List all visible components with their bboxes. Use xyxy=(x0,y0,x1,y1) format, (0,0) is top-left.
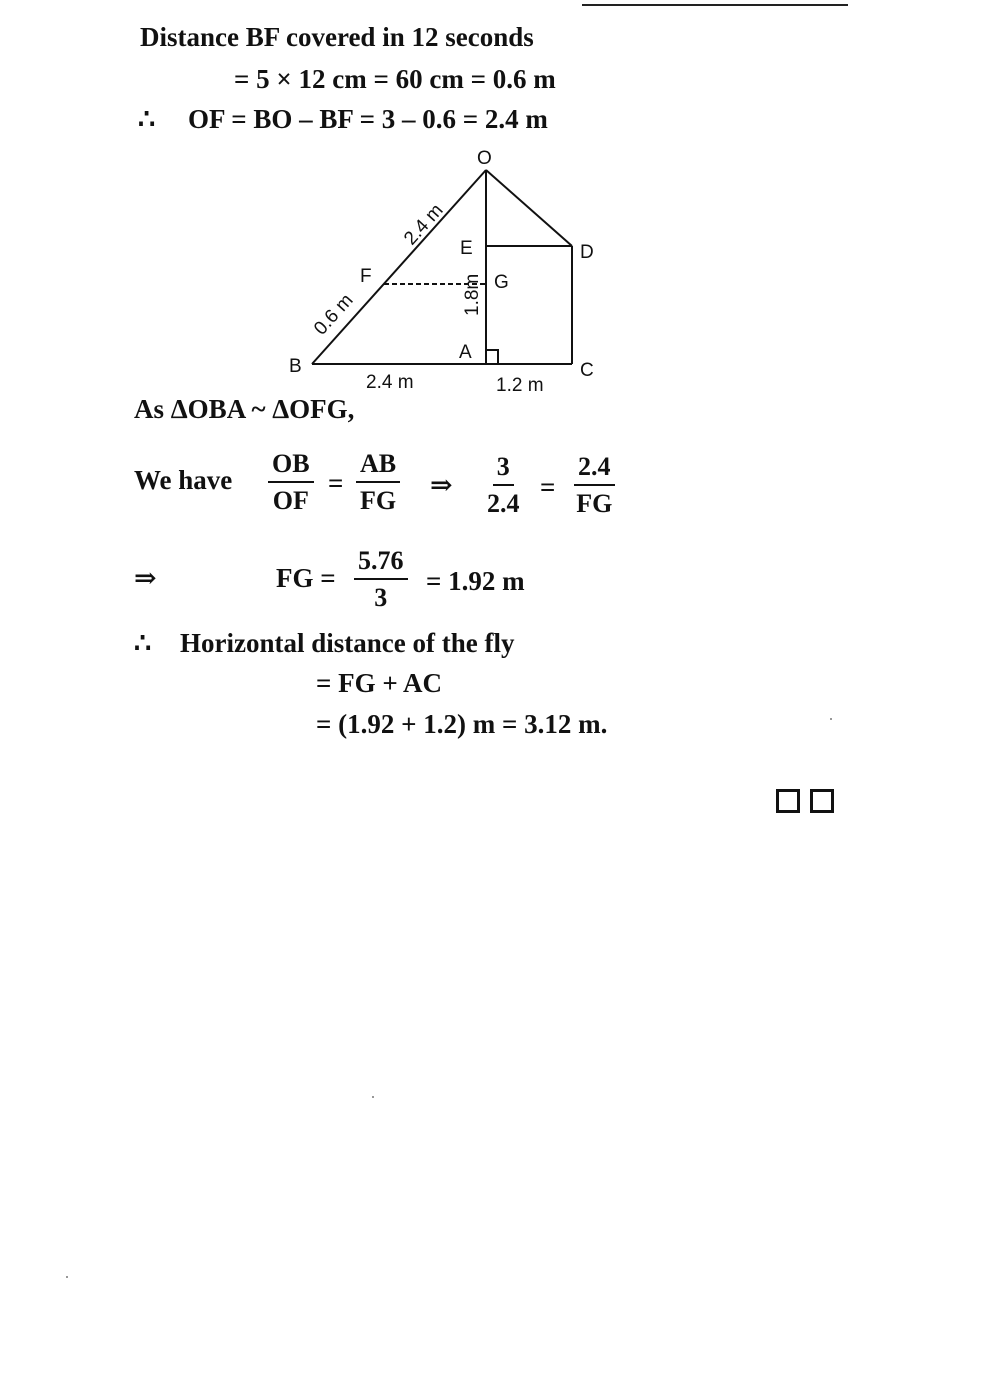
side-ob xyxy=(312,170,486,364)
we-have-label: We have xyxy=(134,465,233,495)
fg-result: = 1.92 m xyxy=(426,566,525,596)
fraction-den: 3 xyxy=(374,583,388,612)
fg-label: FG = xyxy=(276,563,336,593)
length-ac: 1.2 m xyxy=(496,375,544,396)
scan-speck xyxy=(830,718,832,720)
equals-sign: = xyxy=(540,472,556,502)
fraction-5.76-3 xyxy=(354,548,408,611)
fraction-2.4-fg xyxy=(574,454,615,517)
horizontal-distance-line: Horizontal distance of the fly xyxy=(180,628,515,658)
label-f: F xyxy=(360,266,372,287)
scan-speck xyxy=(372,1096,374,1098)
therefore-symbol: ∴ xyxy=(138,104,156,134)
length-of: 2.4 m xyxy=(400,199,448,250)
length-ba: 2.4 m xyxy=(366,372,414,393)
final-result: = (1.92 + 1.2) m = 3.12 m. xyxy=(316,709,608,739)
of-calculation: OF = BO – BF = 3 – 0.6 = 2.4 m xyxy=(188,104,548,134)
fraction-den: FG xyxy=(576,489,613,518)
fraction-ob-of xyxy=(268,451,314,514)
fraction-num: AB xyxy=(356,451,400,483)
implies-arrow: ⇒ xyxy=(430,470,453,500)
distance-bf-line: Distance BF covered in 12 seconds xyxy=(140,22,534,52)
fraction-ab-fg xyxy=(356,451,400,514)
implies-arrow-2: ⇒ xyxy=(134,563,157,593)
geometry-diagram xyxy=(0,0,992,420)
fraction-num: 3 xyxy=(493,454,514,486)
label-g: G xyxy=(494,272,509,293)
fraction-num: 2.4 xyxy=(574,454,615,486)
fraction-den: OF xyxy=(272,486,309,515)
fraction-den: 2.4 xyxy=(487,489,520,518)
label-d: D xyxy=(580,242,594,263)
fraction-3-2.4 xyxy=(487,454,520,517)
similar-triangles: As ΔOBA ~ ΔOFG, xyxy=(134,394,355,424)
bf-calculation: = 5 × 12 cm = 60 cm = 0.6 m xyxy=(234,64,556,94)
therefore-symbol-2: ∴ xyxy=(134,628,152,658)
fraction-den: FG xyxy=(360,486,397,515)
end-marker-box xyxy=(776,789,800,813)
end-marker-box xyxy=(810,789,834,813)
label-e: E xyxy=(460,238,473,259)
label-b: B xyxy=(289,356,302,377)
fraction-num: OB xyxy=(268,451,314,483)
length-ea: 1.8m xyxy=(462,273,483,316)
label-o: O xyxy=(477,148,492,169)
label-a: A xyxy=(459,342,472,363)
right-angle-mark xyxy=(486,350,498,364)
fraction-num: 5.76 xyxy=(354,548,408,580)
scan-speck xyxy=(66,1276,68,1278)
equals-sign: = xyxy=(328,468,344,498)
label-c: C xyxy=(580,360,594,381)
length-bf: 0.6 m xyxy=(310,289,358,340)
side-od xyxy=(486,170,572,246)
sum-expression: = FG + AC xyxy=(316,668,443,698)
